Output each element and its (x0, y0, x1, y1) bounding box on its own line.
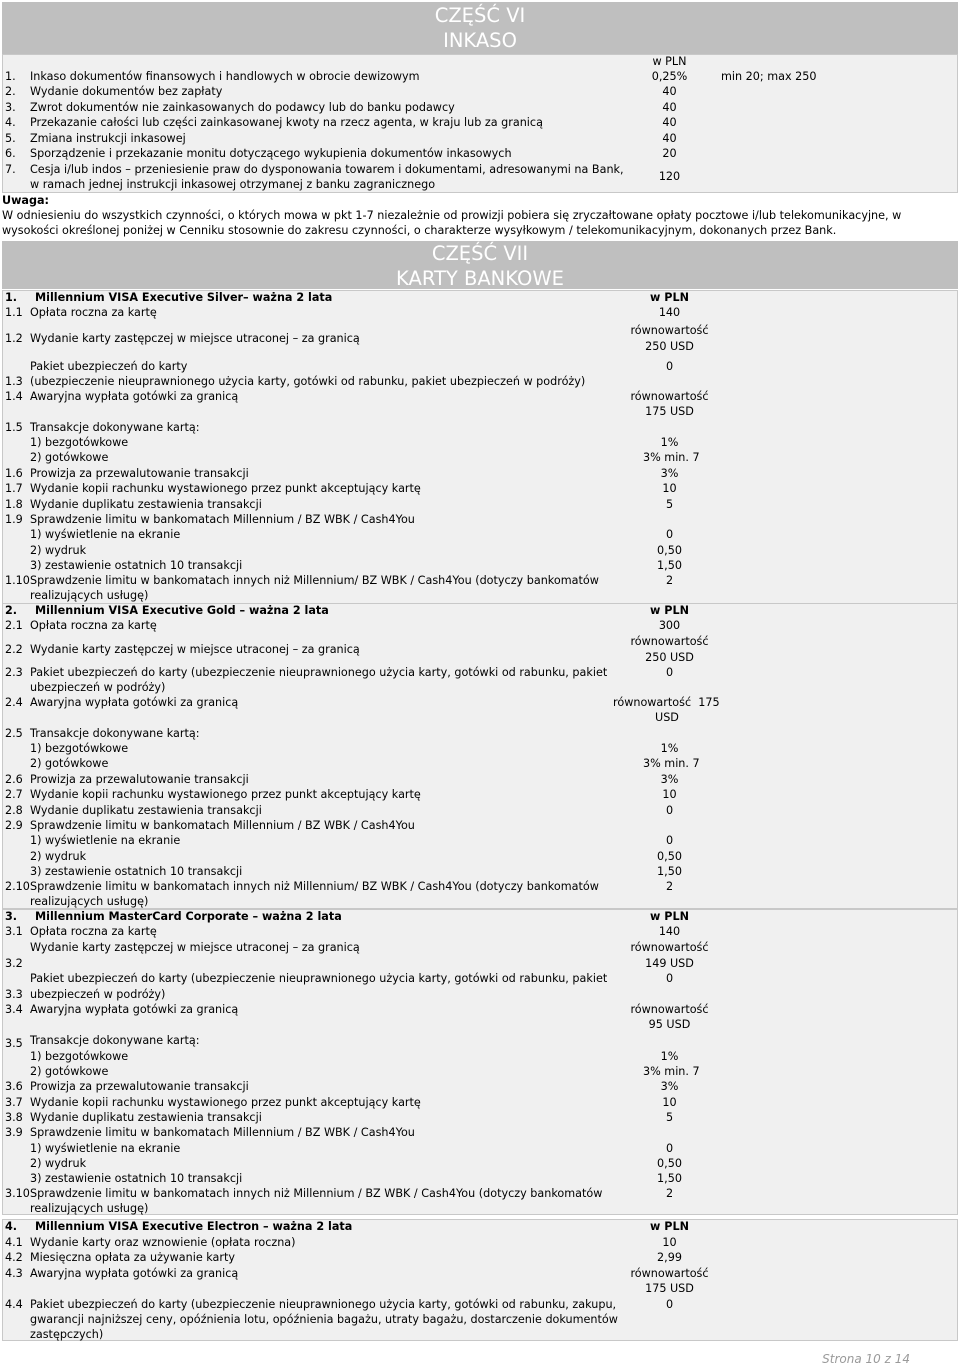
row-value: 0 (665, 528, 674, 541)
row-description: Sprawdzenie limitu w bankomatach innych niż Millennium / BZ WBK / Cash4You (dotyczy bankomatów (30, 1187, 603, 1200)
row-extra: min 20; max 250 (721, 70, 817, 83)
row-value: 95 USD (648, 1018, 691, 1031)
row-number: 2.7 (5, 788, 23, 801)
row-number: 1.5 (5, 421, 23, 434)
row-number: 1. (5, 70, 16, 83)
row-value: równowartość (630, 1267, 709, 1280)
card-table-corporate (2, 909, 958, 1215)
row-description: Transakcje dokonywane kartą: (30, 1034, 200, 1047)
row-description: 1) wyświetlenie na ekranie (30, 1142, 181, 1155)
part6-title: CZĘŚĆ VI (434, 4, 526, 27)
row-description-cont: realizujących usługę) (30, 589, 149, 602)
currency-header: w PLN (650, 1220, 689, 1233)
row-value: 300 (658, 619, 681, 632)
note-text: W odniesieniu do wszystkich czynności, o których mowa w pkt 1-7 niezależnie od prowizji pobiera się zryczałtowane opłaty pocztowe i/lub telekomunikacyjne, w wysokości określonej poniżej w Cenniku stosownie do zakresu czynności, o charakterze wysyłkowym / telekomunikacyjnym, dokonanych przez Bank. (2, 208, 902, 237)
part7-title: CZĘŚĆ VII (431, 242, 529, 265)
row-number: 4. (5, 1220, 18, 1233)
row-value: 2,99 (657, 1251, 682, 1264)
row-description: Awaryjna wypłata gotówki za granicą (30, 1003, 239, 1016)
row-value: 1,50 (657, 865, 682, 878)
row-description: Miesięczna opłata za używanie karty (30, 1251, 236, 1264)
row-value: USD (655, 711, 679, 724)
row-number: 4.3 (5, 1267, 23, 1280)
row-description-cont: ubezpieczeń w podróży) (30, 681, 166, 694)
row-value: 250 USD (645, 340, 694, 353)
row-value: 120 (658, 170, 681, 183)
row-number: 1.4 (5, 390, 23, 403)
row-number: 3.2 (5, 957, 23, 970)
row-number: 3.8 (5, 1111, 23, 1124)
card-table-electron (2, 1219, 958, 1341)
row-description: Transakcje dokonywane kartą: (30, 727, 200, 740)
currency-header: w PLN (650, 910, 689, 923)
row-description: Awaryjna wypłata gotówki za granicą (30, 696, 239, 709)
section-title: Millennium VISA Executive Silver– ważna 2 lata (35, 291, 333, 304)
row-value: 3% (660, 773, 679, 786)
row-description-cont: realizujących usługę) (30, 895, 149, 908)
row-description: Wydanie karty zastępczej w miejsce utraconej – za granicą (30, 332, 360, 345)
row-description: Opłata roczna za kartę (30, 925, 157, 938)
row-number: 2. (5, 85, 16, 98)
row-number: 1.10 (5, 574, 30, 587)
card-table-silver (2, 290, 958, 604)
row-description: Wydanie kopii rachunku wystawionego przez punkt akceptujący kartę (30, 1096, 421, 1109)
row-value: 1% (660, 436, 679, 449)
row-description: 2) wydruk (30, 1157, 87, 1170)
row-number: 6. (5, 147, 16, 160)
section-title: Millennium VISA Executive Gold – ważna 2 lata (35, 604, 329, 617)
row-value: 0 (665, 1142, 674, 1155)
row-description: Prowizja za przewalutowanie transakcji (30, 1080, 249, 1093)
currency-header: w PLN (650, 604, 689, 617)
row-value: 0 (665, 804, 674, 817)
row-description-cont: (ubezpieczenie nieuprawnionego użycia karty, gotówki od rabunku, pakiet ubezpieczeń w podróży) (30, 375, 586, 388)
row-description: Transakcje dokonywane kartą: (30, 421, 200, 434)
row-description-cont: zastępczych) (30, 1328, 104, 1341)
row-description: 2) gotówkowe (30, 451, 109, 464)
row-value: równowartość (630, 1003, 709, 1016)
row-number: 3.1 (5, 925, 23, 938)
row-value: 10 (662, 482, 677, 495)
row-value: 0 (665, 1298, 674, 1311)
row-number: 2.9 (5, 819, 23, 832)
row-value: 3% (660, 467, 679, 480)
row-value: 40 (662, 116, 677, 129)
row-description: Wydanie karty oraz wznowienie (opłata roczna) (30, 1236, 296, 1249)
row-value: 1,50 (657, 559, 682, 572)
inkaso-note (2, 194, 958, 238)
row-description: Pakiet ubezpieczeń do karty (ubezpieczenie nieuprawnionego użycia karty, gotówki od rabunku, zakupu, (30, 1298, 617, 1311)
row-value: 10 (662, 1096, 677, 1109)
row-description: Cesja i/lub indos – przeniesienie praw do dysponowania towarem i dokumentami, adresowanymi na Bank, (30, 163, 624, 176)
row-description: 1) bezgotówkowe (30, 1050, 129, 1063)
row-number: 3.4 (5, 1003, 23, 1016)
row-number: 1.2 (5, 332, 23, 345)
row-value: 175 USD (645, 1282, 694, 1295)
row-number: 1.8 (5, 498, 23, 511)
row-value: 0,25% (651, 70, 688, 83)
row-description: 3) zestawienie ostatnich 10 transakcji (30, 1172, 243, 1185)
row-description: 3) zestawienie ostatnich 10 transakcji (30, 865, 243, 878)
row-number: 4.4 (5, 1298, 23, 1311)
row-description: Przekazanie całości lub części zainkasowanej kwoty na rzecz agenta, w kraju lub za granicą (30, 116, 543, 129)
section-title: Millennium MasterCard Corporate – ważna 2 lata (35, 910, 342, 923)
row-value: 3% min. 7 (643, 1065, 700, 1078)
row-value: równowartość 175 (613, 696, 720, 709)
section-header-part7 (2, 241, 958, 289)
row-number: 1.3 (5, 375, 23, 388)
row-description: 2) wydruk (30, 850, 87, 863)
part6-subtitle: INKASO (443, 29, 517, 52)
row-number: 2.2 (5, 643, 23, 656)
row-description: Zwrot dokumentów nie zainkasowanych do podawcy lub do banku podawcy (30, 101, 455, 114)
row-value: 140 (658, 306, 681, 319)
row-number: 2. (5, 604, 18, 617)
row-description: Zmiana instrukcji inkasowej (30, 132, 186, 145)
row-number: 1.1 (5, 306, 23, 319)
row-description: Wydanie dokumentów bez zapłaty (30, 85, 223, 98)
row-description: 2) gotówkowe (30, 1065, 109, 1078)
row-value: równowartość (630, 390, 709, 403)
row-value: 250 USD (645, 651, 694, 664)
row-description: 1) bezgotówkowe (30, 436, 129, 449)
inkaso-table (2, 54, 958, 193)
row-description: 2) wydruk (30, 544, 87, 557)
row-description: Sporządzenie i przekazanie monitu dotyczącego wykupienia dokumentów inkasowych (30, 147, 512, 160)
row-description: Sprawdzenie limitu w bankomatach Millennium / BZ WBK / Cash4You (30, 819, 415, 832)
row-value: 3% min. 7 (643, 757, 700, 770)
note-label: Uwaga: (2, 194, 50, 207)
row-number: 3.5 (5, 1037, 23, 1050)
row-description: Sprawdzenie limitu w bankomatach Millennium / BZ WBK / Cash4You (30, 1126, 415, 1139)
row-description: 1) wyświetlenie na ekranie (30, 834, 181, 847)
row-number: 3.3 (5, 988, 23, 1001)
row-description: Sprawdzenie limitu w bankomatach innych niż Millennium/ BZ WBK / Cash4You (dotyczy bankomatów (30, 574, 599, 587)
row-value: 3% min. 7 (643, 451, 700, 464)
row-description: Wydanie duplikatu zestawienia transakcji (30, 1111, 262, 1124)
row-number: 5. (5, 132, 16, 145)
row-description-cont: gwarancji najniższej ceny, opóźnienia lotu, opóźnienia bagażu, utraty bagażu, dostarczenie dokumentów (30, 1313, 618, 1326)
row-value: 3% (660, 1080, 679, 1093)
row-number: 3.6 (5, 1080, 23, 1093)
row-description: 1) wyświetlenie na ekranie (30, 528, 181, 541)
row-value: 2 (665, 1187, 674, 1200)
row-description: 3) zestawienie ostatnich 10 transakcji (30, 559, 243, 572)
row-value: 0,50 (657, 1157, 682, 1170)
row-value: równowartość (630, 635, 709, 648)
row-description: Pakiet ubezpieczeń do karty (ubezpieczenie nieuprawnionego użycia karty, gotówki od rabunku, pakiet (30, 666, 608, 679)
row-description-cont: w ramach jednej instrukcji inkasowej otrzymanej z banku zagranicznego (30, 178, 436, 191)
row-description-cont: ubezpieczeń w podróży) (30, 988, 166, 1001)
row-value: 2 (665, 574, 674, 587)
row-number: 2.6 (5, 773, 23, 786)
row-value: 40 (662, 85, 677, 98)
row-number: 3. (5, 910, 18, 923)
section-title: Millennium VISA Executive Electron – ważna 2 lata (35, 1220, 353, 1233)
row-description: Opłata roczna za kartę (30, 306, 157, 319)
row-number: 4.2 (5, 1251, 23, 1264)
row-number: 3.9 (5, 1126, 23, 1139)
row-description: Wydanie duplikatu zestawienia transakcji (30, 498, 262, 511)
row-description: 1) bezgotówkowe (30, 742, 129, 755)
row-description: Awaryjna wypłata gotówki za granicą (30, 390, 239, 403)
row-number: 2.4 (5, 696, 23, 709)
row-description: Wydanie kopii rachunku wystawionego przez punkt akceptujący kartę (30, 482, 421, 495)
row-value: 0 (665, 360, 674, 373)
row-number: 1.9 (5, 513, 23, 526)
row-value: 10 (662, 788, 677, 801)
row-value: 40 (662, 101, 677, 114)
row-description: Awaryjna wypłata gotówki za granicą (30, 1267, 239, 1280)
section-header-part6 (2, 2, 958, 54)
page-number: Strona 10 z 14 (822, 1352, 910, 1366)
row-value: 0,50 (657, 544, 682, 557)
row-number: 2.10 (5, 880, 30, 893)
card-table-gold (2, 603, 958, 909)
currency-header: w PLN (652, 55, 687, 68)
row-description: Sprawdzenie limitu w bankomatach Millennium / BZ WBK / Cash4You (30, 513, 415, 526)
row-number: 3.7 (5, 1096, 23, 1109)
row-value: 0,50 (657, 850, 682, 863)
row-value: 10 (662, 1236, 677, 1249)
row-value: 0 (665, 972, 674, 985)
row-description: Wydanie karty zastępczej w miejsce utraconej – za granicą (30, 643, 360, 656)
row-number: 4. (5, 116, 16, 129)
row-value: 1% (660, 1050, 679, 1063)
currency-header: w PLN (650, 291, 689, 304)
row-value: 0 (665, 834, 674, 847)
row-number: 3.10 (5, 1187, 30, 1200)
row-number: 2.8 (5, 804, 23, 817)
row-description: Wydanie karty zastępczej w miejsce utraconej – za granicą (30, 941, 360, 954)
row-value: 175 USD (645, 405, 694, 418)
row-number: 3. (5, 101, 16, 114)
row-description: 2) gotówkowe (30, 757, 109, 770)
row-value: równowartość (630, 324, 709, 337)
row-description: Prowizja za przewalutowanie transakcji (30, 467, 249, 480)
row-value: 2 (665, 880, 674, 893)
row-description: Prowizja za przewalutowanie transakcji (30, 773, 249, 786)
row-description-cont: realizujących usługę) (30, 1202, 149, 1215)
row-description: Pakiet ubezpieczeń do karty (ubezpieczenie nieuprawnionego użycia karty, gotówki od rabunku, pakiet (30, 972, 608, 985)
row-value: 149 USD (645, 957, 694, 970)
row-number: 1.6 (5, 467, 23, 480)
row-value: 20 (662, 147, 677, 160)
row-description: Pakiet ubezpieczeń do karty (30, 360, 188, 373)
row-description: Sprawdzenie limitu w bankomatach innych niż Millennium/ BZ WBK / Cash4You (dotyczy bankomatów (30, 880, 599, 893)
row-number: 2.3 (5, 666, 23, 679)
row-number: 2.1 (5, 619, 23, 632)
row-value: 0 (665, 666, 674, 679)
part7-subtitle: KARTY BANKOWE (396, 267, 564, 290)
row-value: 40 (662, 132, 677, 145)
row-number: 7. (5, 163, 16, 176)
row-value: 5 (665, 498, 674, 511)
row-number: 4.1 (5, 1236, 23, 1249)
row-description: Opłata roczna za kartę (30, 619, 157, 632)
row-value: 5 (665, 1111, 674, 1124)
row-number: 2.5 (5, 727, 23, 740)
row-number: 1.7 (5, 482, 23, 495)
row-value: równowartość (630, 941, 709, 954)
row-description: Wydanie kopii rachunku wystawionego przez punkt akceptujący kartę (30, 788, 421, 801)
row-value: 1% (660, 742, 679, 755)
row-description: Inkaso dokumentów finansowych i handlowych w obrocie dewizowym (30, 70, 420, 83)
row-value: 1,50 (657, 1172, 682, 1185)
row-value: 140 (658, 925, 681, 938)
row-description: Wydanie duplikatu zestawienia transakcji (30, 804, 262, 817)
row-number: 1. (5, 291, 18, 304)
